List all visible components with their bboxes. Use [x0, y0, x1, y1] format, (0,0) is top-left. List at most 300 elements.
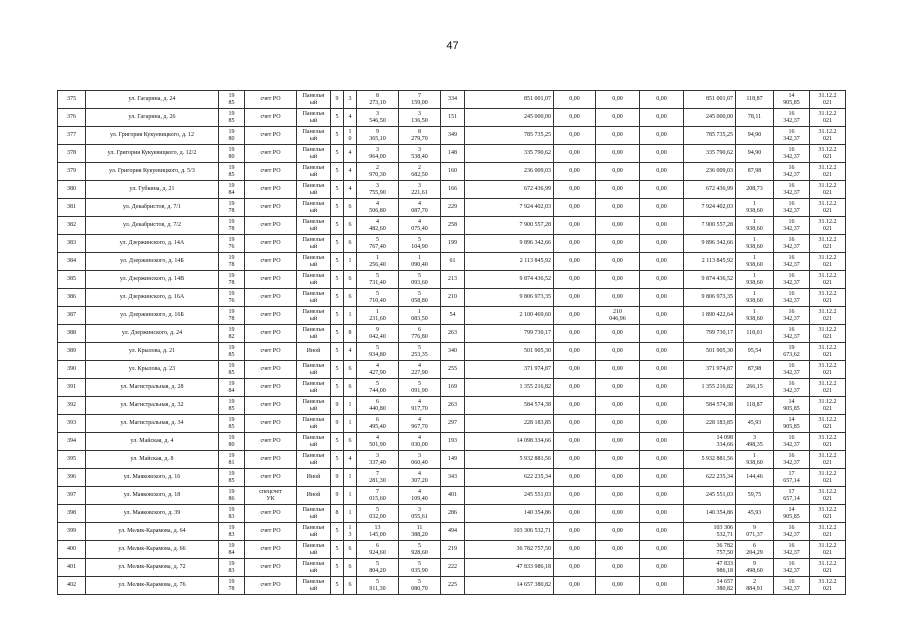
cell-wall-material: Панельн ый: [297, 235, 331, 253]
cell-floors: 5: [331, 361, 344, 379]
cell-entrances: 4: [344, 181, 357, 199]
cell-deadline: 31.12.2 021: [810, 289, 846, 307]
cell-address: ул. Григория Кукуевицкого, д. 12/2: [86, 145, 219, 163]
cell-address: ул. Григория Кукуевицкого, д. 5/3: [86, 163, 219, 181]
cell-federal-funds: 0,00: [554, 127, 596, 145]
cell-deadline: 31.12.2 021: [810, 523, 846, 541]
cell-owner-funds: 36 782 757,50: [684, 541, 736, 559]
cell-max-unit-cost: 16 342,37: [774, 181, 810, 199]
cell-address: ул. Маяковского, д. 18: [86, 487, 219, 505]
cell-federal-funds: 0,00: [554, 325, 596, 343]
cell-floors: 5: [331, 541, 344, 559]
cell-fund-account: счет РО: [245, 199, 297, 217]
cell-wall-material: Панельн ый: [297, 559, 331, 577]
cell-row-number: 387: [58, 307, 86, 325]
cell-owner-funds: 5 932 881,56: [684, 451, 736, 469]
cell-owner-funds: 14 657 380,82: [684, 577, 736, 595]
cell-entrances: 1: [344, 253, 357, 271]
cell-entrances: 6: [344, 199, 357, 217]
cell-unit-cost: 45,93: [736, 505, 774, 523]
table-row: [58, 109, 846, 127]
cell-row-number: 402: [58, 577, 86, 595]
cell-deadline: 31.12.2 021: [810, 343, 846, 361]
cell-entrances: 6: [344, 433, 357, 451]
table-body: [58, 91, 846, 595]
cell-fund-account: счет РО: [245, 469, 297, 487]
cell-municipal-funds: 0,00: [640, 469, 684, 487]
cell-year-built: 19 78: [219, 577, 245, 595]
cell-fund-account: счет РО: [245, 577, 297, 595]
cell-row-number: 400: [58, 541, 86, 559]
cell-wall-material: Панельн ый: [297, 361, 331, 379]
cell-wall-material: Панельн ый: [297, 253, 331, 271]
cell-address: ул. Мелик-Карамова, д. 76: [86, 577, 219, 595]
cell-deadline: 31.12.2 021: [810, 163, 846, 181]
cell-fund-account: счет РО: [245, 325, 297, 343]
cell-total-cost: 622 235,34: [465, 469, 554, 487]
cell-residents: 340: [441, 343, 465, 361]
cell-living-area: 5 058,80: [399, 289, 441, 307]
cell-row-number: 399: [58, 523, 86, 541]
cell-deadline: 31.12.2 021: [810, 505, 846, 523]
cell-year-built: 19 84: [219, 181, 245, 199]
cell-address: ул. Гагарина, д. 24: [86, 91, 219, 109]
cell-year-built: 19 78: [219, 271, 245, 289]
cell-total-area: 3 755,90: [357, 181, 399, 199]
cell-wall-material: Панельн ый: [297, 433, 331, 451]
cell-unit-cost: 1 938,60: [736, 271, 774, 289]
cell-max-unit-cost: 16 342,37: [774, 271, 810, 289]
cell-row-number: 389: [58, 343, 86, 361]
cell-year-built: 19 80: [219, 127, 245, 145]
page-number: 47: [446, 40, 459, 52]
cell-federal-funds: 0,00: [554, 487, 596, 505]
cell-residents: 222: [441, 559, 465, 577]
cell-year-built: 19 80: [219, 433, 245, 451]
cell-year-built: 19 76: [219, 289, 245, 307]
cell-fund-account: счет РО: [245, 91, 297, 109]
cell-federal-funds: 0,00: [554, 559, 596, 577]
cell-regional-funds: 0,00: [596, 343, 640, 361]
cell-regional-funds: 0,00: [596, 469, 640, 487]
cell-fund-account: счет РО: [245, 451, 297, 469]
cell-regional-funds: 0,00: [596, 433, 640, 451]
cell-total-area: 5 767,40: [357, 235, 399, 253]
cell-owner-funds: 7 924 402,03: [684, 199, 736, 217]
cell-fund-account: счет РО: [245, 289, 297, 307]
cell-deadline: 31.12.2 021: [810, 145, 846, 163]
cell-unit-cost: 266,15: [736, 379, 774, 397]
cell-federal-funds: 0,00: [554, 343, 596, 361]
cell-max-unit-cost: 16 342,37: [774, 379, 810, 397]
cell-residents: 219: [441, 541, 465, 559]
cell-municipal-funds: 0,00: [640, 343, 684, 361]
cell-living-area: 4 227,90: [399, 361, 441, 379]
cell-regional-funds: 0,00: [596, 163, 640, 181]
cell-address: ул. Декабристов, д. 7/2: [86, 217, 219, 235]
cell-living-area: 5 928,60: [399, 541, 441, 559]
cell-federal-funds: 0,00: [554, 523, 596, 541]
cell-deadline: 31.12.2 021: [810, 451, 846, 469]
cell-owner-funds: 851 001,07: [684, 91, 736, 109]
cell-entrances: 3: [344, 91, 357, 109]
cell-fund-account: счет РО: [245, 343, 297, 361]
cell-federal-funds: 0,00: [554, 577, 596, 595]
cell-max-unit-cost: 16 342,37: [774, 307, 810, 325]
cell-municipal-funds: 0,00: [640, 235, 684, 253]
cell-fund-account: счет РО: [245, 181, 297, 199]
cell-deadline: 31.12.2 021: [810, 379, 846, 397]
cell-residents: 286: [441, 505, 465, 523]
cell-living-area: 3 060,40: [399, 451, 441, 469]
cell-residents: 169: [441, 379, 465, 397]
cell-total-cost: 335 790,62: [465, 145, 554, 163]
cell-wall-material: Иной: [297, 343, 331, 361]
cell-address: ул. Дзержинского, д. 14Б: [86, 253, 219, 271]
cell-total-cost: 236 009,03: [465, 163, 554, 181]
cell-total-area: 1 231,60: [357, 307, 399, 325]
cell-fund-account: счет РО: [245, 163, 297, 181]
cell-residents: 401: [441, 487, 465, 505]
cell-federal-funds: 0,00: [554, 361, 596, 379]
cell-total-area: 3 546,50: [357, 109, 399, 127]
cell-year-built: 19 85: [219, 415, 245, 433]
cell-year-built: 19 78: [219, 199, 245, 217]
cell-address: ул. Магистральная, д. 28: [86, 379, 219, 397]
cell-fund-account: счет РО: [245, 541, 297, 559]
cell-wall-material: Панельн ый: [297, 289, 331, 307]
cell-floors: 5: [331, 577, 344, 595]
cell-entrances: 6: [344, 361, 357, 379]
cell-total-area: 4 501,90: [357, 433, 399, 451]
cell-municipal-funds: 0,00: [640, 505, 684, 523]
cell-federal-funds: 0,00: [554, 253, 596, 271]
housing-register-table: [57, 90, 846, 595]
cell-year-built: 19 85: [219, 163, 245, 181]
cell-residents: 193: [441, 433, 465, 451]
table-row: [58, 469, 846, 487]
cell-residents: 297: [441, 415, 465, 433]
cell-total-cost: 785 735,25: [465, 127, 554, 145]
cell-owner-funds: 1 355 216,82: [684, 379, 736, 397]
cell-residents: 54: [441, 307, 465, 325]
cell-residents: 334: [441, 91, 465, 109]
cell-total-cost: 9 896 342,66: [465, 235, 554, 253]
cell-wall-material: Панельн ый: [297, 397, 331, 415]
cell-entrances: 1: [344, 397, 357, 415]
cell-deadline: 31.12.2 021: [810, 181, 846, 199]
cell-row-number: 375: [58, 91, 86, 109]
cell-regional-funds: 0,00: [596, 91, 640, 109]
cell-year-built: 19 78: [219, 307, 245, 325]
cell-floors: 5: [331, 289, 344, 307]
cell-owner-funds: 584 574,38: [684, 397, 736, 415]
cell-total-cost: 36 782 757,50: [465, 541, 554, 559]
cell-address: ул. Дзержинского, д. 24: [86, 325, 219, 343]
cell-living-area: 6 776,80: [399, 325, 441, 343]
cell-fund-account: счет РО: [245, 505, 297, 523]
cell-federal-funds: 0,00: [554, 289, 596, 307]
cell-municipal-funds: 0,00: [640, 127, 684, 145]
cell-federal-funds: 0,00: [554, 397, 596, 415]
cell-deadline: 31.12.2 021: [810, 397, 846, 415]
cell-owner-funds: 245 000,00: [684, 109, 736, 127]
cell-total-cost: 371 974,87: [465, 361, 554, 379]
table-row: [58, 559, 846, 577]
cell-entrances: 1: [344, 415, 357, 433]
cell-floors: 9: [331, 415, 344, 433]
cell-federal-funds: 0,00: [554, 217, 596, 235]
cell-residents: 213: [441, 271, 465, 289]
cell-regional-funds: 0,00: [596, 487, 640, 505]
cell-entrances: 6: [344, 289, 357, 307]
cell-unit-cost: 1 938,60: [736, 289, 774, 307]
cell-deadline: 31.12.2 021: [810, 91, 846, 109]
cell-deadline: 31.12.2 021: [810, 361, 846, 379]
cell-unit-cost: 87,98: [736, 361, 774, 379]
cell-owner-funds: 103 306 532,71: [684, 523, 736, 541]
cell-owner-funds: 228 183,85: [684, 415, 736, 433]
cell-federal-funds: 0,00: [554, 181, 596, 199]
cell-max-unit-cost: 16 342,37: [774, 433, 810, 451]
cell-federal-funds: 0,00: [554, 541, 596, 559]
cell-living-area: 4 917,70: [399, 397, 441, 415]
cell-unit-cost: 118,01: [736, 325, 774, 343]
cell-residents: 148: [441, 145, 465, 163]
cell-fund-account: счет РО: [245, 235, 297, 253]
cell-deadline: 31.12.2 021: [810, 325, 846, 343]
cell-living-area: 4 087,70: [399, 199, 441, 217]
table-row: [58, 451, 846, 469]
cell-living-area: 7 159,00: [399, 91, 441, 109]
cell-entrances: 1: [344, 469, 357, 487]
cell-living-area: 3 221,61: [399, 181, 441, 199]
cell-entrances: 6: [344, 577, 357, 595]
cell-entrances: 8: [344, 325, 357, 343]
cell-municipal-funds: 0,00: [640, 577, 684, 595]
cell-total-cost: 672 436,99: [465, 181, 554, 199]
cell-deadline: 31.12.2 021: [810, 307, 846, 325]
cell-living-area: 5 080,70: [399, 577, 441, 595]
cell-total-area: 7 015,60: [357, 487, 399, 505]
table-row: [58, 397, 846, 415]
cell-fund-account: счет РО: [245, 109, 297, 127]
cell-deadline: 31.12.2 021: [810, 199, 846, 217]
cell-owner-funds: 1 890 422,64: [684, 307, 736, 325]
cell-total-area: 5 911,30: [357, 577, 399, 595]
cell-fund-account: счет РО: [245, 415, 297, 433]
cell-address: ул. Дзержинского, д. 16Б: [86, 307, 219, 325]
cell-municipal-funds: 0,00: [640, 541, 684, 559]
cell-residents: 263: [441, 325, 465, 343]
cell-deadline: 31.12.2 021: [810, 415, 846, 433]
cell-wall-material: Панельн ый: [297, 505, 331, 523]
cell-fund-account: счет РО: [245, 433, 297, 451]
table-row: [58, 199, 846, 217]
cell-max-unit-cost: 14 905,85: [774, 91, 810, 109]
cell-unit-cost: 1 938,60: [736, 307, 774, 325]
cell-owner-funds: 140 354,86: [684, 505, 736, 523]
cell-federal-funds: 0,00: [554, 109, 596, 127]
cell-year-built: 19 86: [219, 487, 245, 505]
cell-living-area: 4 307,20: [399, 469, 441, 487]
cell-floors: 5: [331, 271, 344, 289]
cell-row-number: 398: [58, 505, 86, 523]
cell-wall-material: Панельн ый: [297, 325, 331, 343]
cell-floors: 9: [331, 487, 344, 505]
cell-address: ул. Крылова, д. 23: [86, 361, 219, 379]
cell-unit-cost: 9 498,60: [736, 559, 774, 577]
cell-living-area: 4 967,70: [399, 415, 441, 433]
cell-year-built: 19 81: [219, 451, 245, 469]
cell-max-unit-cost: 16 342,37: [774, 523, 810, 541]
cell-entrances: 4: [344, 451, 357, 469]
cell-regional-funds: 0,00: [596, 253, 640, 271]
cell-total-cost: 47 833 986,18: [465, 559, 554, 577]
cell-owner-funds: 501 905,30: [684, 343, 736, 361]
cell-deadline: 31.12.2 021: [810, 469, 846, 487]
cell-total-area: 5 804,20: [357, 559, 399, 577]
table-row: [58, 523, 846, 541]
cell-fund-account: счет РО: [245, 217, 297, 235]
cell-living-area: 5 035,90: [399, 559, 441, 577]
cell-wall-material: Панельн ый: [297, 307, 331, 325]
cell-entrances: 1: [344, 487, 357, 505]
table-row: [58, 577, 846, 595]
cell-address: ул. Мелик-Карамова, д. 72: [86, 559, 219, 577]
cell-municipal-funds: 0,00: [640, 379, 684, 397]
table-row: [58, 415, 846, 433]
cell-year-built: 19 85: [219, 343, 245, 361]
cell-deadline: 31.12.2 021: [810, 487, 846, 505]
cell-residents: 343: [441, 469, 465, 487]
cell-max-unit-cost: 16 342,37: [774, 289, 810, 307]
cell-row-number: 377: [58, 127, 86, 145]
cell-row-number: 392: [58, 397, 86, 415]
cell-owner-funds: 622 235,34: [684, 469, 736, 487]
cell-row-number: 394: [58, 433, 86, 451]
cell-owner-funds: 335 790,62: [684, 145, 736, 163]
cell-row-number: 376: [58, 109, 86, 127]
cell-floors: 5: [331, 163, 344, 181]
cell-year-built: 19 78: [219, 253, 245, 271]
cell-address: ул. Мелик-Карамова, д. 64: [86, 523, 219, 541]
cell-living-area: 1 083,50: [399, 307, 441, 325]
cell-living-area: 1 090,40: [399, 253, 441, 271]
cell-unit-cost: 95,54: [736, 343, 774, 361]
cell-row-number: 401: [58, 559, 86, 577]
cell-floors: 5: [331, 343, 344, 361]
cell-total-cost: 14 098 334,66: [465, 433, 554, 451]
cell-max-unit-cost: 16 342,37: [774, 559, 810, 577]
cell-regional-funds: 0,00: [596, 397, 640, 415]
cell-fund-account: счет РО: [245, 361, 297, 379]
cell-unit-cost: 1 938,60: [736, 217, 774, 235]
cell-total-area: 3 964,00: [357, 145, 399, 163]
cell-municipal-funds: 0,00: [640, 271, 684, 289]
cell-total-area: 6 440,80: [357, 397, 399, 415]
cell-regional-funds: 0,00: [596, 361, 640, 379]
table-row: [58, 289, 846, 307]
cell-deadline: 31.12.2 021: [810, 217, 846, 235]
cell-total-area: 13 145,00: [357, 523, 399, 541]
cell-address: ул. Майская, д. 8: [86, 451, 219, 469]
cell-address: ул. Дзержинского, д. 14А: [86, 235, 219, 253]
cell-floors: 5: [331, 325, 344, 343]
cell-total-area: 5 744,00: [357, 379, 399, 397]
cell-entrances: 4: [344, 109, 357, 127]
cell-row-number: 379: [58, 163, 86, 181]
cell-wall-material: Панельн ый: [297, 271, 331, 289]
cell-address: ул. Дзержинского, д. 14В: [86, 271, 219, 289]
cell-municipal-funds: 0,00: [640, 217, 684, 235]
cell-max-unit-cost: 16 342,37: [774, 109, 810, 127]
cell-row-number: 386: [58, 289, 86, 307]
cell-max-unit-cost: 16 342,37: [774, 217, 810, 235]
cell-residents: 263: [441, 397, 465, 415]
cell-fund-account: счет РО: [245, 127, 297, 145]
cell-unit-cost: 59,75: [736, 487, 774, 505]
cell-max-unit-cost: 16 342,37: [774, 541, 810, 559]
table-row: [58, 361, 846, 379]
cell-wall-material: Панельн ый: [297, 451, 331, 469]
cell-municipal-funds: 0,00: [640, 451, 684, 469]
cell-municipal-funds: 0,00: [640, 145, 684, 163]
cell-deadline: 31.12.2 021: [810, 433, 846, 451]
table-row: [58, 307, 846, 325]
cell-regional-funds: 0,00: [596, 523, 640, 541]
cell-total-area: 4 482,60: [357, 217, 399, 235]
cell-unit-cost: 144,46: [736, 469, 774, 487]
cell-owner-funds: 785 735,25: [684, 127, 736, 145]
cell-regional-funds: 0,00: [596, 271, 640, 289]
cell-municipal-funds: 0,00: [640, 307, 684, 325]
cell-regional-funds: 0,00: [596, 577, 640, 595]
cell-year-built: 19 82: [219, 325, 245, 343]
cell-fund-account: счет РО: [245, 145, 297, 163]
cell-unit-cost: 1 938,60: [736, 235, 774, 253]
cell-owner-funds: 14 098 334,66: [684, 433, 736, 451]
table-row: [58, 127, 846, 145]
cell-entrances: 6: [344, 541, 357, 559]
cell-row-number: 396: [58, 469, 86, 487]
cell-municipal-funds: 0,00: [640, 91, 684, 109]
cell-fund-account: счет РО: [245, 523, 297, 541]
cell-total-area: 2 970,30: [357, 163, 399, 181]
cell-fund-account: счет РО: [245, 271, 297, 289]
cell-unit-cost: 3 498,35: [736, 433, 774, 451]
cell-owner-funds: 9 806 973,35: [684, 289, 736, 307]
cell-row-number: 381: [58, 199, 86, 217]
cell-residents: 225: [441, 577, 465, 595]
cell-total-cost: 228 183,85: [465, 415, 554, 433]
cell-total-area: 1 256,40: [357, 253, 399, 271]
cell-wall-material: Панельн ый: [297, 415, 331, 433]
cell-living-area: 5 253,35: [399, 343, 441, 361]
cell-regional-funds: 0,00: [596, 415, 640, 433]
cell-municipal-funds: 0,00: [640, 361, 684, 379]
cell-floors: 5: [331, 433, 344, 451]
cell-fund-account: счет РО: [245, 307, 297, 325]
cell-regional-funds: 0,00: [596, 109, 640, 127]
cell-total-cost: 584 574,38: [465, 397, 554, 415]
cell-residents: 229: [441, 199, 465, 217]
cell-total-area: 7 281,30: [357, 469, 399, 487]
cell-year-built: 19 83: [219, 505, 245, 523]
cell-federal-funds: 0,00: [554, 271, 596, 289]
cell-entrances: 1: [344, 307, 357, 325]
cell-owner-funds: 9 874 436,52: [684, 271, 736, 289]
